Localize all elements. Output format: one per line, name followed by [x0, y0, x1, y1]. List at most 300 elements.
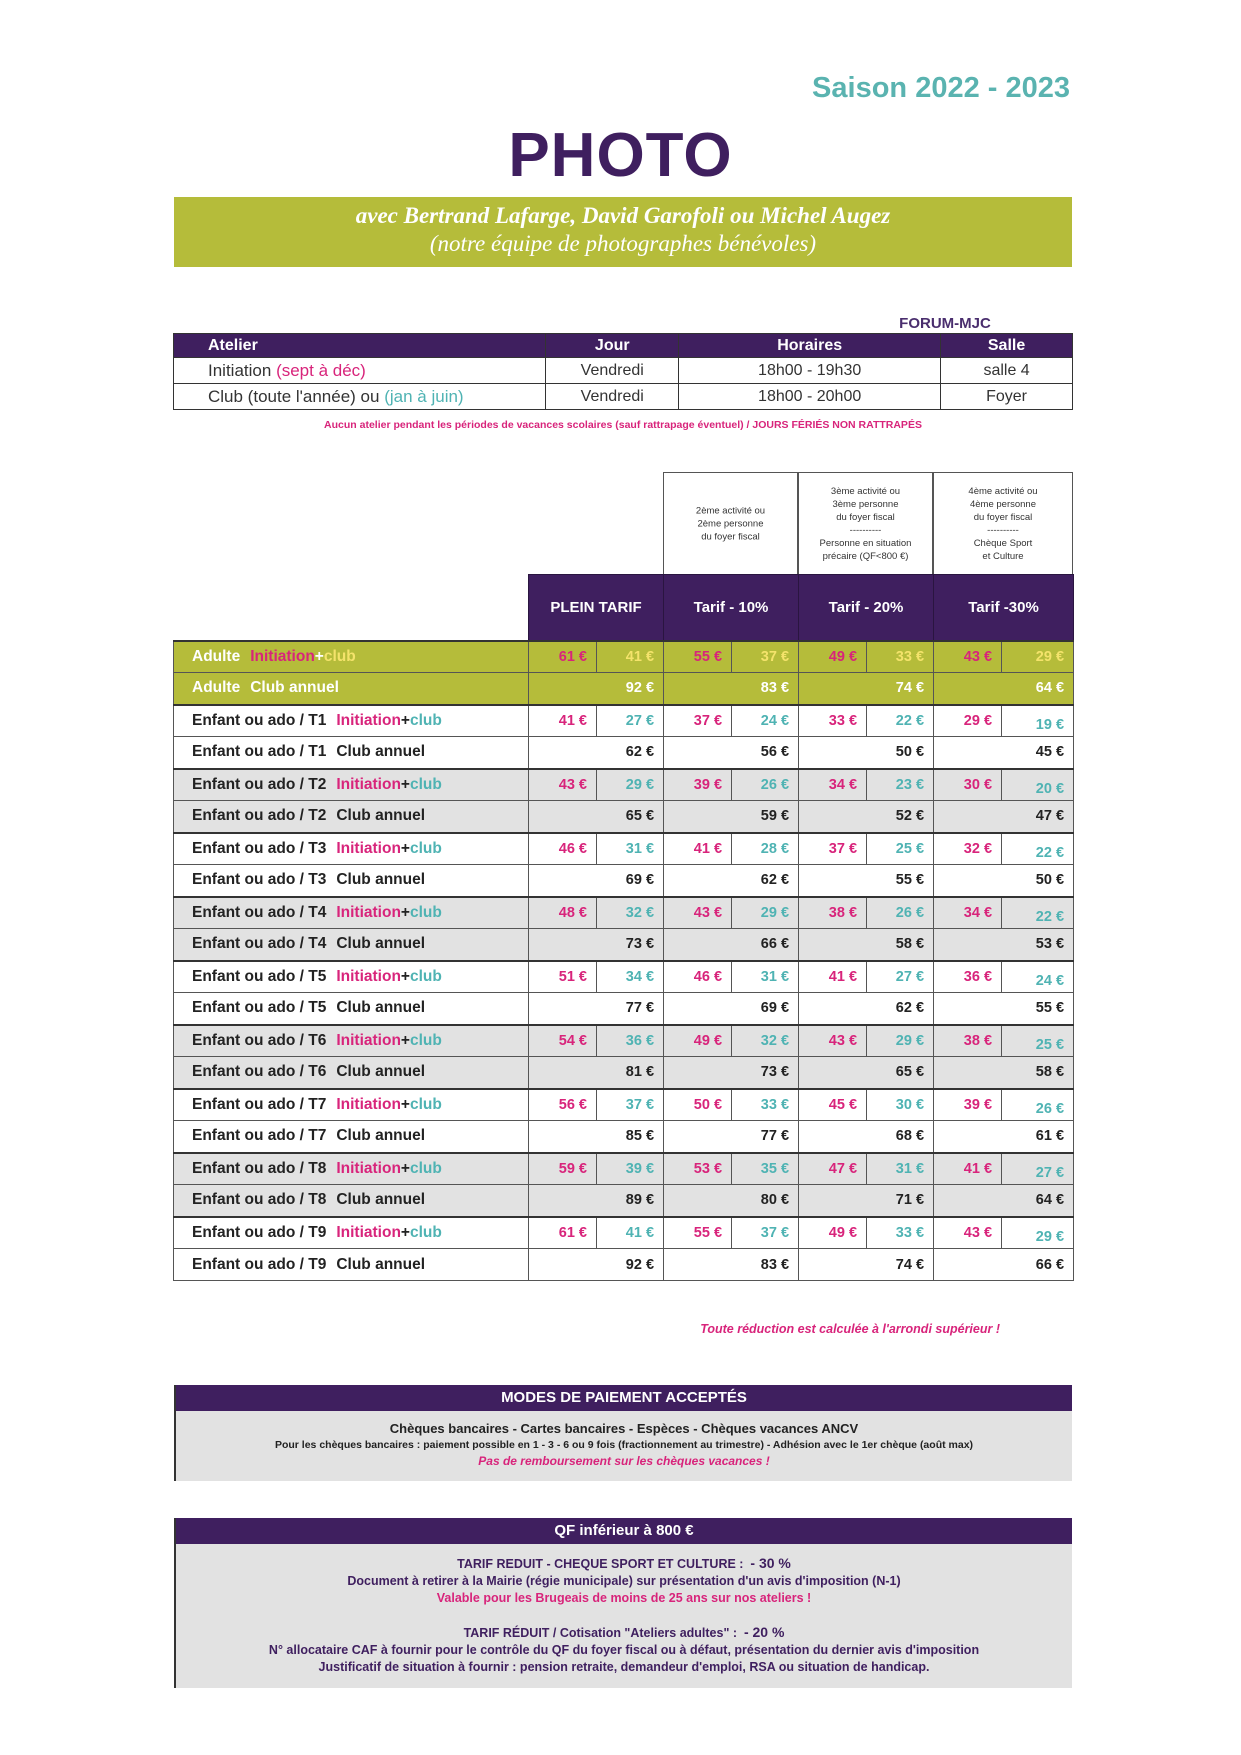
price-club — [1002, 641, 1074, 673]
price-value: 69 € — [625, 872, 655, 889]
price-value: 31 € — [625, 840, 655, 857]
price-value: 50 € — [895, 744, 925, 761]
price-value: 66 € — [760, 936, 790, 953]
payment-header: MODES DE PAIEMENT ACCEPTÉS — [176, 1385, 1072, 1411]
price-value: 92 € — [625, 680, 655, 697]
tier-label: Enfant ou ado / T3 — [192, 839, 327, 857]
price-initiation — [934, 1217, 1002, 1249]
qf-tarif2-proof: Justificatif de situation à fournir : pension retraite, demandeur d'emploi, RSA ou situation de handicap. — [318, 1660, 930, 1674]
price-value: 43 € — [963, 1224, 993, 1241]
schedule-room: salle 4 — [941, 358, 1073, 384]
qf-tarif1-label: TARIF REDUIT - CHEQUE SPORT ET CULTURE : — [457, 1557, 744, 1571]
price-initiation — [529, 705, 597, 737]
row-label — [174, 673, 529, 705]
price-initiation — [934, 1025, 1002, 1057]
price-row-annual — [174, 801, 1074, 833]
price-value: 27 € — [895, 968, 925, 985]
row-label — [174, 865, 529, 897]
plus-word: + — [400, 903, 410, 921]
price-value: 51 € — [558, 968, 587, 985]
club-word: club — [409, 967, 442, 985]
price-value: 34 € — [625, 968, 655, 985]
price-annual — [529, 673, 664, 705]
price-value: 61 € — [1035, 1128, 1065, 1145]
schedule-day: Vendredi — [546, 384, 679, 410]
price-value: 89 € — [625, 1192, 655, 1209]
price-value: 68 € — [895, 1128, 925, 1145]
price-club — [867, 1089, 934, 1121]
price-club — [867, 1025, 934, 1057]
tariff-note-20 — [798, 472, 933, 574]
price-value: 39 € — [963, 1096, 993, 1113]
price-row-initiation — [174, 1025, 1074, 1057]
price-value: 62 € — [895, 1000, 925, 1017]
price-value: 22 € — [1035, 908, 1065, 925]
schedule-table — [173, 333, 1073, 410]
price-value: 39 € — [693, 776, 723, 793]
price-value: 58 € — [895, 936, 925, 953]
price-club — [732, 1089, 799, 1121]
qf-tarif1-value: - 30 % — [750, 1555, 791, 1571]
price-value: 53 € — [1035, 936, 1065, 953]
price-value: 26 € — [1035, 1100, 1065, 1117]
holidays-note: Aucun atelier pendant les périodes de vacances scolaires (sauf rattrapage éventuel) / JOURS FÉRIÉS NON RATTRAPÉS — [324, 419, 922, 431]
schedule-hours: 18h00 - 19h30 — [679, 358, 941, 384]
price-value: 53 € — [693, 1160, 723, 1177]
tier-label: Enfant ou ado / T1 — [192, 743, 327, 761]
price-value: 38 € — [828, 904, 858, 921]
initiation-word: Initiation — [336, 1095, 401, 1113]
price-value: 77 € — [625, 1000, 655, 1017]
price-value: 55 € — [693, 648, 723, 665]
price-row-annual — [174, 673, 1074, 705]
price-value: 52 € — [895, 808, 925, 825]
row-label — [174, 897, 529, 929]
price-annual — [799, 1121, 934, 1153]
price-initiation — [799, 833, 867, 865]
tariff-note-line: précaire (QF<800 €) — [822, 550, 909, 562]
schedule-header-atelier: Atelier — [174, 334, 546, 358]
row-label — [174, 993, 529, 1025]
initiation-word: Initiation — [336, 1031, 401, 1049]
price-club — [867, 961, 934, 993]
plus-word: + — [400, 839, 410, 857]
club-annuel-word: Club annuel — [336, 1191, 426, 1209]
price-value: 43 € — [828, 1032, 858, 1049]
price-value: 33 € — [895, 1224, 925, 1241]
price-club — [732, 705, 799, 737]
club-word: club — [409, 775, 442, 793]
schedule-header-salle: Salle — [941, 334, 1073, 358]
tariff-note-line: 2ème activité ou — [695, 505, 766, 516]
price-row-annual — [174, 1249, 1074, 1281]
price-value: 73 € — [760, 1064, 790, 1081]
price-club — [732, 897, 799, 929]
price-annual — [664, 993, 799, 1025]
price-value: 49 € — [693, 1032, 723, 1049]
price-value: 27 € — [1035, 1164, 1065, 1181]
tier-label: Enfant ou ado / T8 — [192, 1191, 327, 1209]
price-initiation — [799, 1089, 867, 1121]
price-row-initiation — [174, 897, 1074, 929]
plus-word: + — [400, 1031, 410, 1049]
initiation-word: Initiation — [250, 647, 315, 665]
club-annuel-word: Club annuel — [336, 1127, 426, 1145]
row-label — [174, 833, 529, 865]
plus-word: + — [400, 711, 410, 729]
tier-label: Enfant ou ado / T5 — [192, 999, 327, 1017]
price-initiation — [529, 769, 597, 801]
tier-label: Enfant ou ado / T3 — [192, 871, 327, 889]
price-annual — [664, 673, 799, 705]
price-value: 49 € — [828, 1224, 858, 1241]
price-club — [1002, 705, 1074, 737]
price-value: 30 € — [895, 1096, 925, 1113]
row-label — [174, 769, 529, 801]
club-word: club — [323, 647, 356, 665]
price-initiation — [664, 961, 732, 993]
qf-tarif1-doc: Document à retirer à la Mairie (régie municipale) sur présentation d'un avis d'imposition (N-1) — [347, 1574, 901, 1588]
price-club — [597, 769, 664, 801]
price-row-initiation — [174, 1153, 1074, 1185]
price-value: 26 € — [760, 776, 790, 793]
price-club — [1002, 1217, 1074, 1249]
price-value: 41 € — [625, 1224, 655, 1241]
instructors-subline: (notre équipe de photographes bénévoles) — [429, 231, 817, 256]
tariff-note-line: ---------- — [987, 524, 1019, 536]
price-value: 25 € — [895, 840, 925, 857]
price-value: 20 € — [1035, 780, 1065, 797]
qf-tarif2-label: TARIF RÉDUIT / Cotisation "Ateliers adultes" : — [463, 1626, 738, 1640]
price-annual — [529, 1249, 664, 1281]
club-word: club — [409, 1031, 442, 1049]
schedule-day: Vendredi — [546, 358, 679, 384]
price-value: 36 € — [963, 968, 993, 985]
price-value: 43 € — [558, 776, 587, 793]
qf-tarif1-valid: Valable pour les Brugeais de moins de 25 ans sur nos ateliers ! — [436, 1591, 812, 1605]
price-value: 85 € — [625, 1128, 655, 1145]
schedule-hours: 18h00 - 20h00 — [679, 384, 941, 410]
price-value: 61 € — [558, 1224, 587, 1241]
price-annual — [799, 673, 934, 705]
tier-label: Enfant ou ado / T4 — [192, 935, 327, 953]
price-value: 50 € — [693, 1096, 723, 1113]
price-row-initiation — [174, 961, 1074, 993]
schedule-header-horaires: Horaires — [679, 334, 941, 358]
row-label — [174, 1249, 529, 1281]
atelier-name: Initiation — [208, 360, 272, 380]
price-value: 55 € — [1035, 1000, 1065, 1017]
price-initiation — [799, 961, 867, 993]
price-value: 65 € — [625, 808, 655, 825]
price-value: 28 € — [760, 840, 790, 857]
price-value: 23 € — [895, 776, 925, 793]
price-value: 64 € — [1035, 680, 1065, 697]
price-row-initiation — [174, 641, 1074, 673]
price-initiation — [799, 641, 867, 673]
tier-label: Enfant ou ado / T9 — [192, 1223, 327, 1241]
tier-label: Enfant ou ado / T2 — [192, 807, 327, 825]
price-value: 47 € — [828, 1160, 858, 1177]
price-club — [597, 641, 664, 673]
price-annual — [799, 1185, 934, 1217]
price-value: 36 € — [625, 1032, 655, 1049]
schedule-atelier — [174, 358, 546, 384]
price-annual — [664, 1057, 799, 1089]
qf-tarif1 — [176, 1555, 1072, 1573]
tier-label: Enfant ou ado / T7 — [192, 1095, 327, 1113]
price-annual — [799, 801, 934, 833]
price-annual — [529, 865, 664, 897]
price-annual — [934, 1185, 1074, 1217]
price-value: 64 € — [1035, 1192, 1065, 1209]
price-initiation — [529, 641, 597, 673]
price-initiation — [529, 1025, 597, 1057]
tier-label: Enfant ou ado / T5 — [192, 967, 327, 985]
tariff-note-line: 3ème activité ou — [830, 485, 901, 497]
price-row-initiation — [174, 769, 1074, 801]
price-club — [732, 769, 799, 801]
header-plein-tarif: PLEIN TARIF — [529, 575, 664, 641]
price-value: 34 € — [828, 776, 858, 793]
price-annual — [664, 801, 799, 833]
price-value: 33 € — [760, 1096, 790, 1113]
tier-label: Adulte — [192, 679, 241, 697]
header-tarif-20: Tarif - 20% — [799, 575, 934, 641]
price-annual — [799, 1057, 934, 1089]
price-club — [1002, 1025, 1074, 1057]
price-annual — [529, 1185, 664, 1217]
price-annual — [664, 1121, 799, 1153]
tariff-note-line: 3ème personne — [832, 498, 899, 510]
price-club — [597, 833, 664, 865]
price-value: 41 € — [963, 1160, 993, 1177]
price-value: 33 € — [828, 712, 858, 729]
price-row-initiation — [174, 705, 1074, 737]
price-row-initiation — [174, 1089, 1074, 1121]
price-annual — [934, 737, 1074, 769]
tier-label: Enfant ou ado / T2 — [192, 775, 327, 793]
price-annual — [529, 929, 664, 961]
rounding-note: Toute réduction est calculée à l'arrondi supérieur ! — [700, 1322, 1000, 1336]
season-label: Saison 2022 - 2023 — [812, 72, 1070, 104]
price-value: 26 € — [895, 904, 925, 921]
row-label — [174, 1089, 529, 1121]
price-annual — [934, 1249, 1074, 1281]
atelier-name: Club (toute l'année) ou — [208, 386, 380, 406]
header-tarif-10: Tarif - 10% — [664, 575, 799, 641]
price-value: 41 € — [625, 648, 655, 665]
tier-label: Enfant ou ado / T6 — [192, 1063, 327, 1081]
price-value: 34 € — [963, 904, 993, 921]
row-label — [174, 929, 529, 961]
price-annual — [664, 737, 799, 769]
price-row-annual — [174, 1185, 1074, 1217]
price-annual — [664, 929, 799, 961]
price-club — [867, 897, 934, 929]
tariff-note-line: et Culture — [982, 550, 1024, 562]
plus-word: + — [400, 1223, 410, 1241]
price-club — [1002, 1153, 1074, 1185]
row-label — [174, 705, 529, 737]
price-value: 37 € — [760, 648, 790, 665]
schedule-room: Foyer — [941, 384, 1073, 410]
price-value: 55 € — [693, 1224, 723, 1241]
tier-label: Enfant ou ado / T9 — [192, 1255, 327, 1273]
price-value: 69 € — [760, 1000, 790, 1017]
price-row-annual — [174, 929, 1074, 961]
price-value: 65 € — [895, 1064, 925, 1081]
row-label — [174, 961, 529, 993]
price-initiation — [664, 897, 732, 929]
tariff-note-line: ---------- — [849, 524, 882, 536]
tier-label: Adulte — [192, 647, 241, 665]
price-initiation — [934, 1153, 1002, 1185]
price-club — [597, 1089, 664, 1121]
price-initiation — [664, 1089, 732, 1121]
tariff-note-line: Chèque Sport — [973, 537, 1033, 549]
price-value: 31 € — [760, 968, 790, 985]
price-club — [867, 705, 934, 737]
initiation-word: Initiation — [336, 1159, 401, 1177]
price-row-initiation — [174, 1217, 1074, 1249]
price-value: 83 € — [760, 1256, 790, 1273]
price-initiation — [799, 1153, 867, 1185]
plus-word: + — [400, 1159, 410, 1177]
price-initiation — [529, 1217, 597, 1249]
price-initiation — [799, 1217, 867, 1249]
row-label — [174, 1153, 529, 1185]
price-value: 61 € — [558, 648, 587, 665]
price-initiation — [934, 1089, 1002, 1121]
price-value: 31 € — [895, 1160, 925, 1177]
initiation-word: Initiation — [336, 903, 401, 921]
price-value: 25 € — [1035, 1036, 1065, 1053]
price-club — [867, 1217, 934, 1249]
tier-label: Enfant ou ado / T6 — [192, 1031, 327, 1049]
initiation-word: Initiation — [336, 839, 401, 857]
price-annual — [529, 801, 664, 833]
qf-header: QF inférieur à 800 € — [176, 1518, 1072, 1544]
price-annual — [664, 1249, 799, 1281]
price-initiation — [934, 769, 1002, 801]
price-club — [867, 833, 934, 865]
initiation-word: Initiation — [336, 1223, 401, 1241]
price-initiation — [664, 769, 732, 801]
price-club — [732, 641, 799, 673]
price-value: 29 € — [1035, 1228, 1065, 1245]
price-value: 62 € — [760, 872, 790, 889]
club-annuel-word: Club annuel — [336, 1063, 426, 1081]
price-value: 56 € — [760, 744, 790, 761]
price-annual — [934, 865, 1074, 897]
price-club — [732, 1153, 799, 1185]
price-initiation — [664, 1025, 732, 1057]
price-club — [1002, 897, 1074, 929]
price-value: 19 € — [1035, 716, 1065, 733]
price-value: 50 € — [1035, 872, 1065, 889]
row-label — [174, 801, 529, 833]
price-club — [1002, 1089, 1074, 1121]
price-value: 83 € — [760, 680, 790, 697]
tariff-note-line: du foyer fiscal — [836, 511, 895, 523]
price-value: 47 € — [1035, 808, 1065, 825]
price-initiation — [799, 1025, 867, 1057]
plus-word: + — [400, 775, 410, 793]
qf-tarif2-value: - 20 % — [743, 1624, 785, 1640]
payment-details: Pour les chèques bancaires : paiement possible en 1 - 3 - 6 ou 9 fois (fractionnement au trimestre) - Adhésion avec le 1er chèque (août max) — [274, 1439, 974, 1451]
price-value: 49 € — [828, 648, 858, 665]
price-club — [597, 1153, 664, 1185]
page-title: PHOTO — [508, 121, 733, 190]
price-initiation — [934, 897, 1002, 929]
price-value: 66 € — [1035, 1256, 1065, 1273]
instructors-line: avec Bertrand Lafarge, David Garofoli ou Michel Augez — [355, 203, 891, 228]
price-value: 41 € — [828, 968, 858, 985]
price-club — [597, 961, 664, 993]
price-value: 54 € — [558, 1032, 587, 1049]
price-annual — [799, 993, 934, 1025]
plus-word: + — [400, 1095, 410, 1113]
club-word: club — [409, 1095, 442, 1113]
price-initiation — [934, 961, 1002, 993]
price-annual — [664, 1185, 799, 1217]
price-initiation — [529, 1089, 597, 1121]
tariff-note-line: 2ème personne — [697, 518, 764, 529]
price-initiation — [934, 641, 1002, 673]
price-value: 59 € — [558, 1160, 587, 1177]
price-value: 45 € — [828, 1096, 858, 1113]
plus-word: + — [400, 967, 410, 985]
price-annual — [934, 993, 1074, 1025]
price-annual — [799, 929, 934, 961]
price-row-annual — [174, 865, 1074, 897]
price-value: 33 € — [895, 648, 925, 665]
tariff-note-line: du foyer fiscal — [973, 511, 1033, 523]
row-label — [174, 1057, 529, 1089]
price-value: 32 € — [625, 904, 655, 921]
payment-panel — [174, 1385, 1072, 1481]
price-club — [597, 1217, 664, 1249]
price-initiation — [934, 705, 1002, 737]
row-label — [174, 1185, 529, 1217]
price-value: 37 € — [625, 1096, 655, 1113]
price-initiation — [799, 705, 867, 737]
payment-warning: Pas de remboursement sur les chèques vacances ! — [478, 1454, 770, 1468]
price-club — [867, 641, 934, 673]
price-club — [732, 833, 799, 865]
tariff-note-line: 4ème personne — [969, 498, 1037, 510]
initiation-word: Initiation — [336, 967, 401, 985]
tariff-note-line: 4ème activité ou — [968, 485, 1038, 497]
price-annual — [529, 1057, 664, 1089]
price-value: 29 € — [760, 904, 790, 921]
price-value: 37 € — [760, 1224, 790, 1241]
price-value: 92 € — [625, 1256, 655, 1273]
price-club — [732, 1217, 799, 1249]
price-table — [173, 574, 1074, 1281]
price-value: 74 € — [895, 1256, 925, 1273]
atelier-period: (jan à juin) — [384, 386, 464, 406]
price-value: 43 € — [963, 648, 993, 665]
price-row-annual — [174, 1057, 1074, 1089]
price-value: 46 € — [693, 968, 723, 985]
club-word: club — [409, 1159, 442, 1177]
tariff-note-10 — [663, 472, 798, 574]
price-club — [597, 705, 664, 737]
price-value: 38 € — [963, 1032, 993, 1049]
price-club — [1002, 833, 1074, 865]
